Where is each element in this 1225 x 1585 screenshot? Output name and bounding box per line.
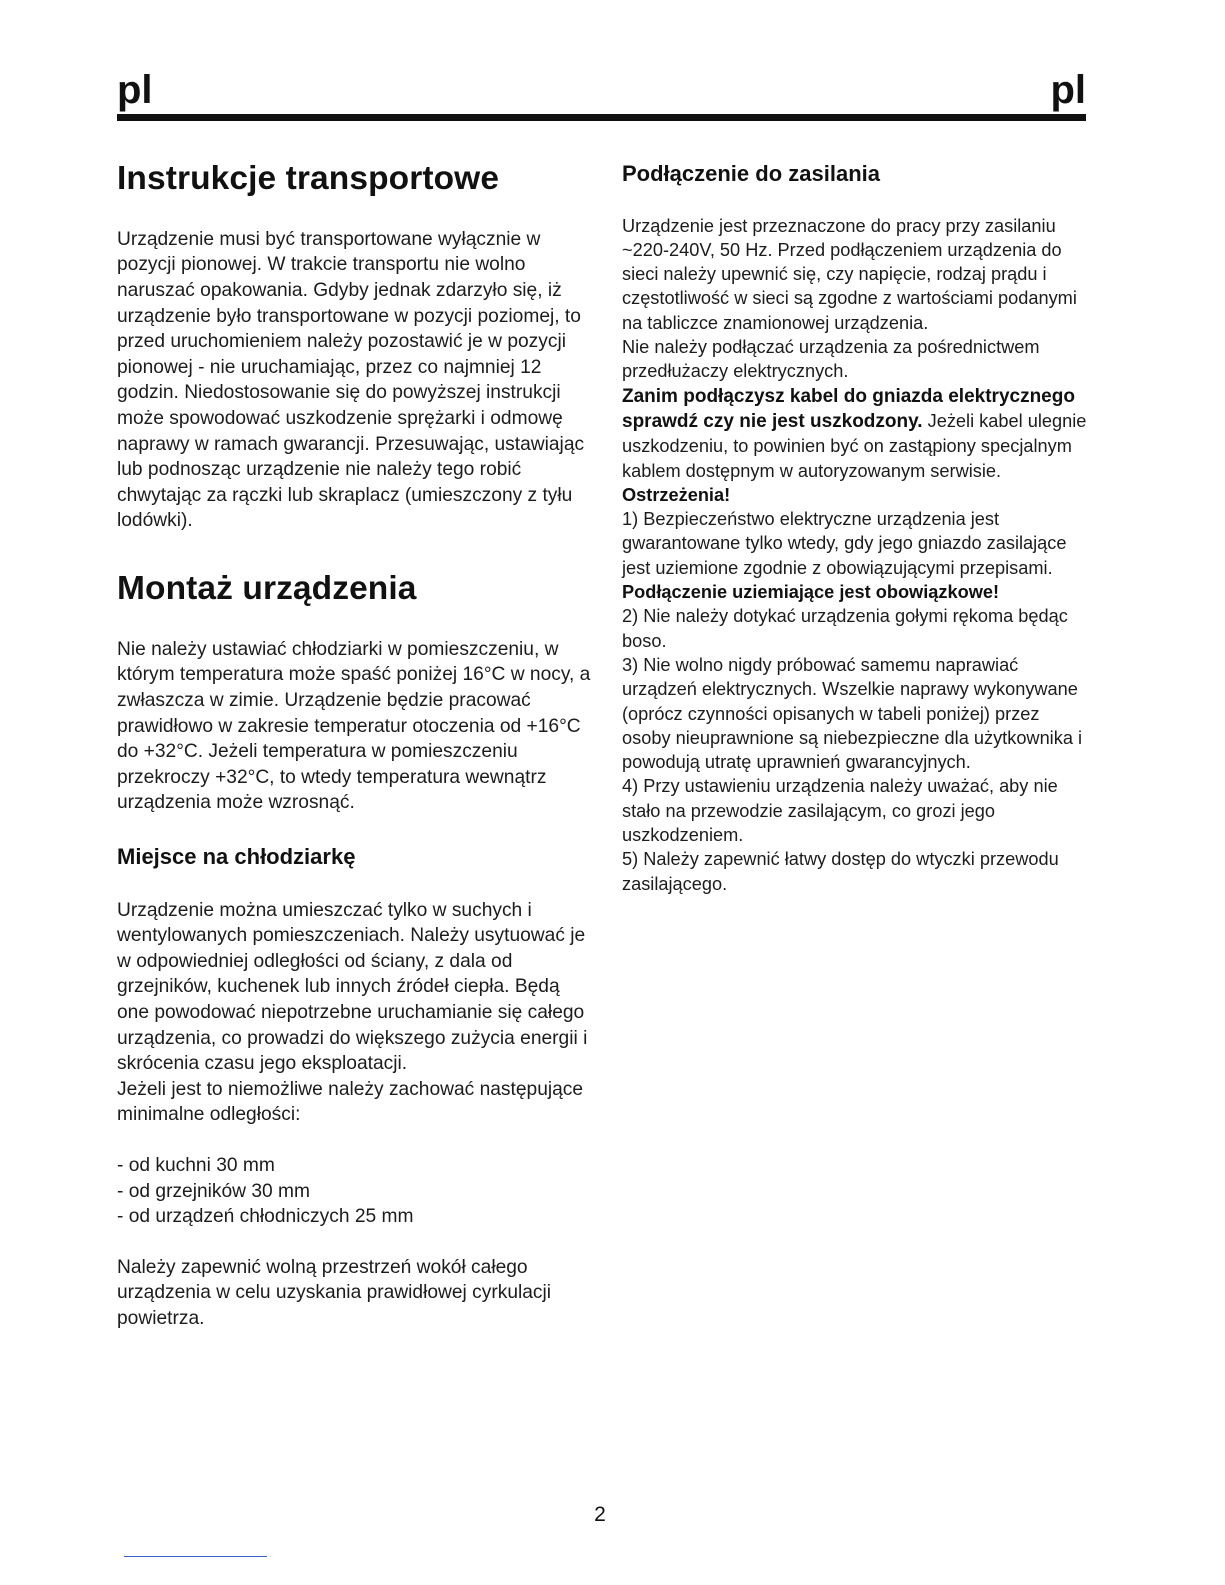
distance-item: - od grzejników 30 mm (117, 1180, 311, 1202)
left-column (117, 158, 592, 1332)
distance-item: - od urządzeń chłodniczych 25 mm (117, 1206, 414, 1228)
transport-paragraph: Urządzenie musi być transportowane wyłącznie w pozycji pionowej. W trakcie transportu nie wolno naruszać opakowania. Gdyby jednak zdarzyło się, iż urządzenie było transportowane w pozycji poziomej, to przed uruchomieniem należy pozostawić je w pozycji pionowej - nie uruchamiając, przez co najmniej 12 godzin. Niedostosowanie się do powyższej instrukcji może spowodować uszkodzenie sprężarki i odmowę naprawy w ramach gwarancji. Przesuwając, ustawiając lub podnosząc urządzenie nie należy tego robić chwytając za rączki lub skraplacz (umieszczony z tyłu lodówki). (117, 228, 585, 532)
language-code-right: pl (1050, 68, 1086, 112)
page-number: 2 (594, 1503, 606, 1526)
grounding-required: Podłączenie uziemiające jest obowiązkowe! (622, 582, 1000, 603)
bottom-link-underline (124, 1556, 267, 1557)
cable-warning-bold: Zanim podłączysz kabel do gniazda elektrycznego sprawdź czy nie jest uszkodzony. (622, 385, 1075, 432)
language-code-left: pl (117, 68, 153, 112)
warning-item: 1) Bezpieczeństwo elektryczne urządzenia jest gwarantowane tylko wtedy, gdy jego gniazdo zasilające jest uziemione zgodnie z obowiązującymi przepisami. (622, 509, 1067, 578)
warning-item: 5) Należy zapewnić łatwy dostęp do wtyczki przewodu zasilającego. (622, 849, 1059, 894)
circulation-paragraph: Należy zapewnić wolną przestrzeń wokół całego urządzenia w celu uzyskania prawidłowej cyrkulacji powietrza. (117, 1256, 552, 1329)
cable-text: Jeżeli kabel ulegnie uszkodzeniu, to powinien być on zastąpiony specjalnym kablem dostępnym w autoryzowanym serwisie. (622, 410, 1087, 481)
zasilanie-paragraph: Urządzenie jest przeznaczone do pracy przy zasilaniu ~220-240V, 50 Hz. Przed podłączeniem urządzenia do sieci należy upewnić się, czy napięcie, rodzaj prądu i częstotliwość w sieci są zgodne z wartościami podanymi na tabliczce znamionowej urządzenia. (622, 215, 1077, 333)
miejsce-heading: Miejsce na chłodziarkę (117, 844, 356, 870)
zasilanie-heading: Podłączenie do zasilania (622, 161, 880, 186)
transport-heading: Instrukcje transportowe (117, 160, 500, 197)
miejsce-paragraph: Urządzenie można umieszczać tylko w suchych i wentylowanych pomieszczeniach. Należy usytuować je w odpowiedniej odległości od ściany, z dala od grzejników, kuchenek lub innych źródeł ciepła. Będą one powodować niepotrzebne uruchamianie się całego urządzenia, co prowadzi do większego zużycia energii i skrócenia czasu jego eksploatacji. (117, 899, 588, 1075)
header-rule (117, 114, 1086, 121)
distance-item: - od kuchni 30 mm (117, 1154, 275, 1176)
montaz-paragraph: Nie należy ustawiać chłodziarki w pomieszczeniu, w którym temperatura może spaść poniżej 16°C w nocy, a zwłaszcza w zimie. Urządzenie będzie pracować prawidłowo w zakresie temperatur otoczenia od +16°C do +32°C. Jeżeli temperatura w pomieszczeniu przekroczy +32°C, to wtedy temperatura wewnątrz urządzenia może wzrosnąć. (117, 638, 591, 814)
miejsce-paragraph-2: Jeżeli jest to niemożliwe należy zachować następujące minimalne odległości: (117, 1078, 584, 1126)
extension-paragraph: Nie należy podłączać urządzenia za pośrednictwem przedłużaczy elektrycznych. (622, 337, 1040, 382)
warning-item: 2) Nie należy dotykać urządzenia gołymi rękoma będąc boso. (622, 606, 1068, 651)
montaz-heading: Montaż urządzenia (117, 570, 417, 607)
warning-item: 3) Nie wolno nigdy próbować samemu naprawiać urządzeń elektrycznych. Wszelkie naprawy wykonywane (oprócz czynności opisanych w tabeli poniżej) przez osoby nieuprawnione są niebezpieczne dla użytkownika i powodują utratę uprawnień gwarancyjnych. (622, 654, 1083, 773)
warning-item: 4) Przy ustawieniu urządzenia należy uważać, aby nie stało na przewodzie zasilającym, co grozi jego uszkodzeniem. (622, 776, 1058, 846)
cable-paragraph (622, 384, 1092, 483)
right-column (622, 160, 1092, 896)
warnings-heading: Ostrzeżenia! (622, 484, 731, 505)
